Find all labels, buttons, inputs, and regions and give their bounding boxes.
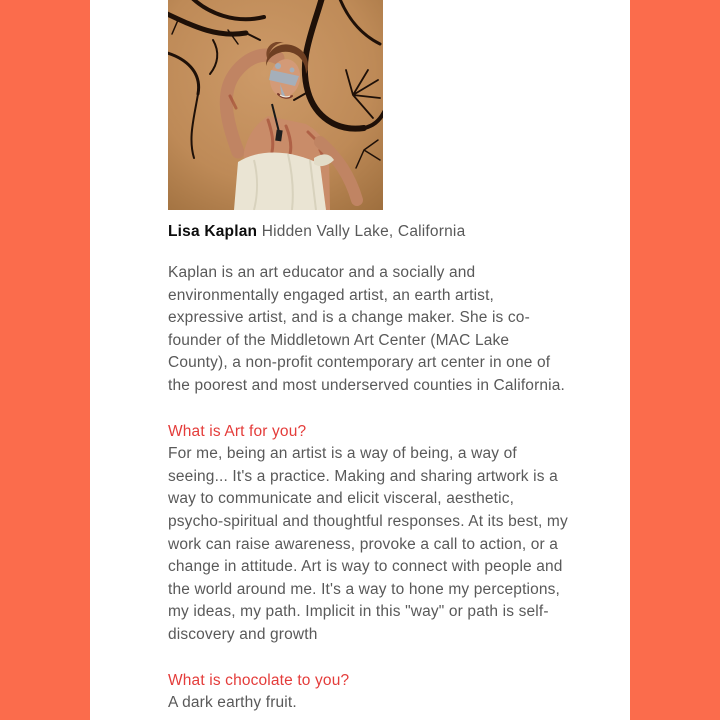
artist-photo <box>168 0 383 210</box>
article-text-column <box>168 262 572 715</box>
left-border-bar <box>0 0 90 720</box>
artist-location: Hidden Vally Lake, California <box>261 223 466 240</box>
question-heading-art: What is Art for you? <box>168 422 307 440</box>
artist-photo-illustration <box>168 0 383 210</box>
artist-bio: Kaplan is an art educator and a socially and environmentally engaged artist, an earth artist, expressive artist, and is a change maker. She is co-founder of the Middletown Art Center (MAC Lake County), a non-profit contemporary art center in one of the poorest and most underserved counties in California. <box>168 264 565 394</box>
question-heading-chocolate: What is chocolate to you? <box>168 671 350 689</box>
content-area <box>90 0 630 720</box>
answer-art: For me, being an artist is a way of being, a way of seeing... It's a practice. Making and sharing artwork is a way to communicate and elicit visceral, aesthetic, psycho-spiritual and thoughtful responses. At its best, my work can raise awareness, provoke a call to action, or a change in attitude. Art is way to connect with people and the world around me. It's a way to hone my perceptions, my ideas, my path. Implicit in this "way" or path is self-discovery and growth <box>168 445 568 643</box>
artist-name: Lisa Kaplan <box>168 223 258 240</box>
photo-caption <box>168 221 578 243</box>
right-border-bar <box>630 0 720 720</box>
answer-chocolate: A dark earthy fruit. <box>168 694 297 712</box>
